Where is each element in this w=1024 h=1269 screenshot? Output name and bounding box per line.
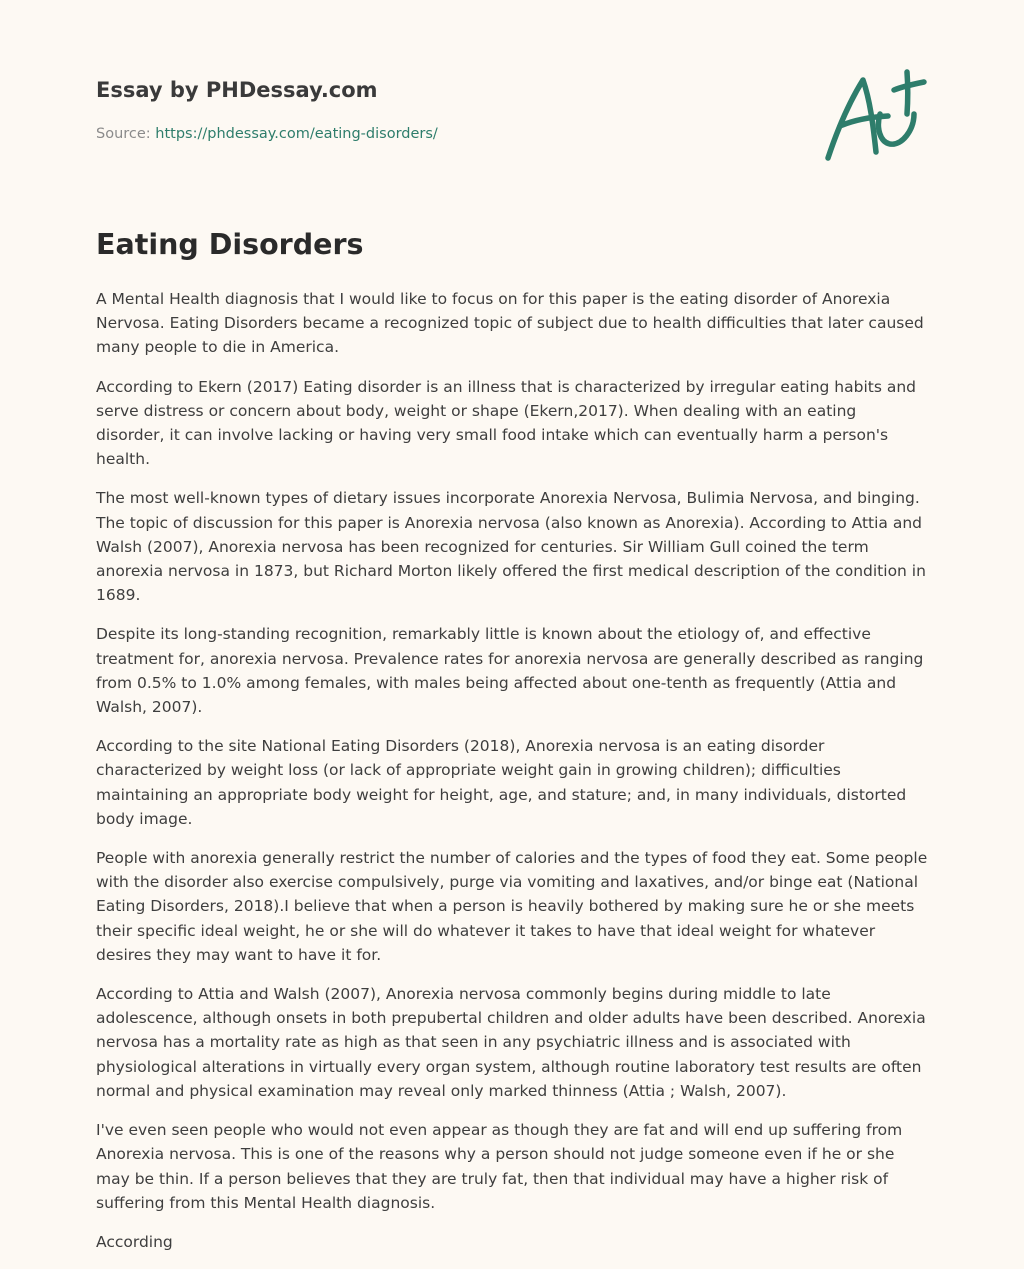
essay-paragraph: People with anorexia generally restrict the number of calories and the types of food they eat. Some people with the disorder also exercise compulsively, purge via vomiting and laxatives, and/or binge eat (National Eating Disorders, 2018).I believe that when a person is heavily bothered by making sure he or she meets their specific ideal weight, he or she will do whatever it takes to have that ideal weight for whatever desires they may want to have it for. [96, 849, 928, 964]
source-line [96, 124, 656, 144]
essay-paragraph: According to the site National Eating Disorders (2018), Anorexia nervosa is an eating disorder characterized by weight loss (or lack of appropriate weight gain in growing children); difficulties maintaining an appropriate body weight for height, age, and stature; and, in many individuals, distorted body image. [96, 737, 907, 828]
essay-title: Eating Disorders [96, 228, 364, 261]
source-link[interactable]: https://phdessay.com/eating-disorders/ [155, 126, 438, 142]
essay-body [96, 287, 928, 1269]
page-header [96, 76, 656, 144]
essay-paragraph: Despite its long-standing recognition, remarkably little is known about the etiology of, and effective treatment for, anorexia nervosa. Prevalence rates for anorexia nervosa are generally described as ranging from 0.5% to 1.0% among females, with males being affected about one-tenth as frequently (Attia and Walsh, 2007). [96, 625, 924, 717]
essay-paragraph: A Mental Health diagnosis that I would like to focus on for this paper is the eating disorder of Anorexia Nervosa. Eating Disorders became a recognized topic of subject due to health difficulties that later caused many people to die in America. [96, 290, 924, 357]
a-plus-logo-icon [818, 64, 930, 168]
essay-paragraph: According to Attia and Walsh (2007), Anorexia nervosa commonly begins during middle to late adolescence, although onsets in both prepubertal children and older adults have been described. Anorexia nervosa has a mortality rate as high as that seen in any psychiatric illness and is associated with physiological alterations in virtually every organ system, although routine laboratory test results are often normal and physical examination may reveal only marked thinness (Attia ; Walsh, 2007). [96, 985, 926, 1100]
essay-paragraph: I've even seen people who would not even appear as though they are fat and will end up suffering from Anorexia nervosa. This is one of the reasons why a person should not judge someone even if he or she may be thin. If a person believes that they are truly fat, then that individual may have a higher risk of suffering from this Mental Health diagnosis. [96, 1121, 903, 1212]
brand-title: Essay by PHDessay.com [96, 78, 378, 102]
essay-paragraph: According [96, 1232, 173, 1251]
essay-paragraph: According to Ekern (2017) Eating disorder is an illness that is characterized by irregular eating habits and serve distress or concern about body, weight or shape (Ekern,2017). When dealing with an eating disorder, it can involve lacking or having very small food intake which can eventually harm a person's health. [96, 377, 916, 469]
source-label: Source: [96, 126, 151, 142]
essay-paragraph: The most well-known types of dietary issues incorporate Anorexia Nervosa, Bulimia Nervosa, and binging. The topic of discussion for this paper is Anorexia nervosa (also known as Anorexia). According to Attia and Walsh (2007), Anorexia nervosa has been recognized for centuries. Sir William Gull coined the term anorexia nervosa in 1873, but Richard Morton likely offered the first medical description of the condition in 1689. [96, 489, 926, 605]
